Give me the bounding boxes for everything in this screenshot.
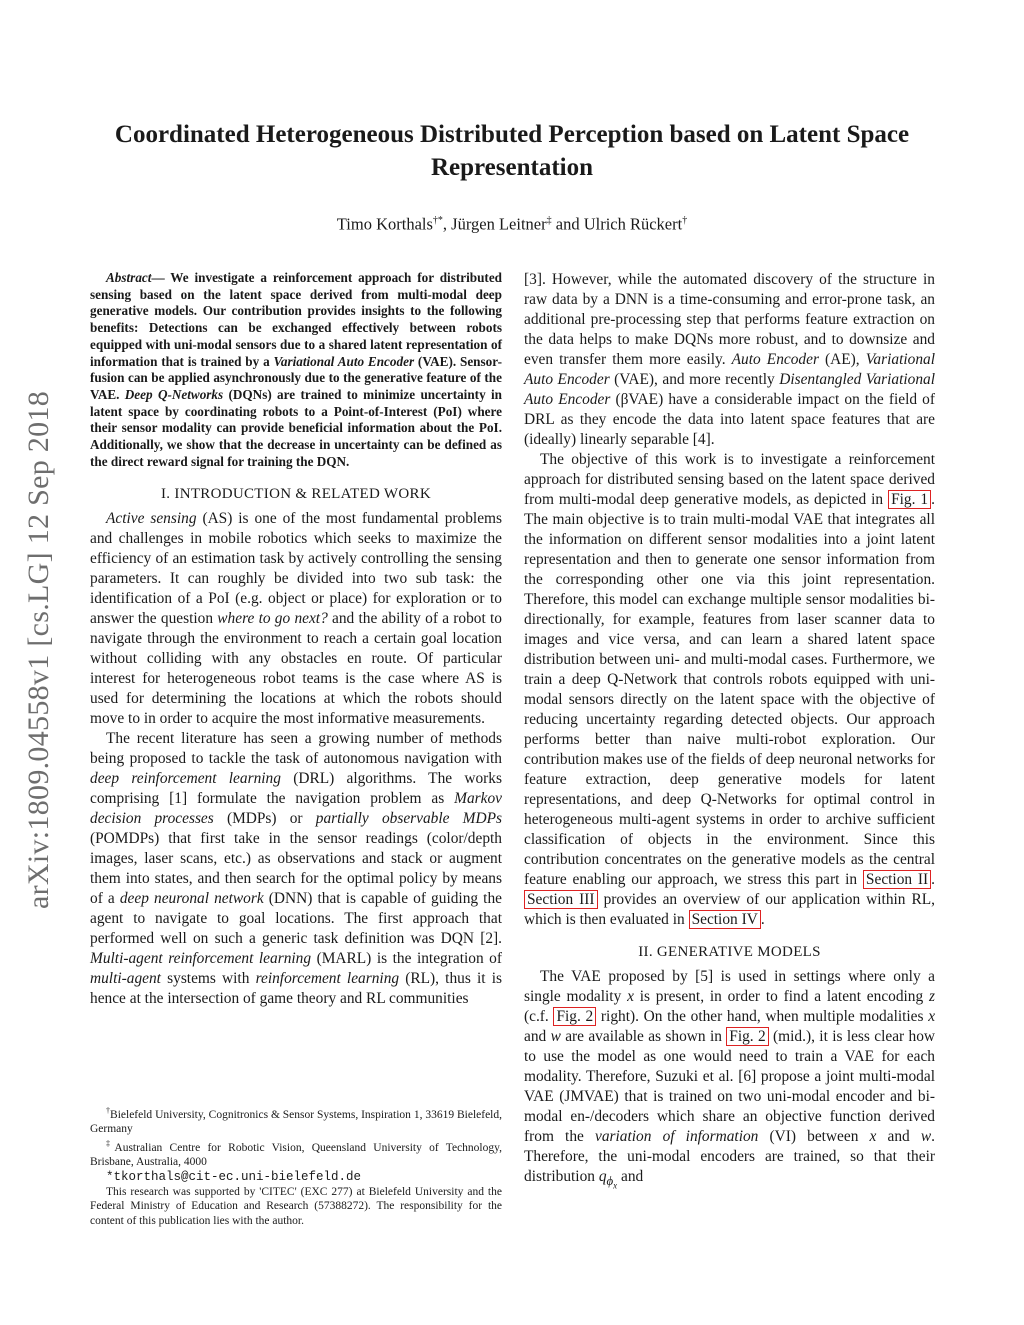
emphasis-text: Multi-agent reinforcement learning	[90, 950, 312, 968]
emphasis-text: Disentangled Variational Auto Encoder	[524, 371, 936, 408]
footnotes	[90, 1104, 502, 1228]
emphasis-text: variation of information	[595, 1128, 759, 1145]
emphasis-text: reinforcement learning	[255, 970, 400, 988]
section-4-link[interactable]: Section IV	[689, 910, 761, 929]
emphasis-text: deep reinforcement learning	[90, 770, 281, 788]
math-variable: x	[627, 988, 634, 1005]
emphasis-text: where to go next?	[217, 610, 328, 628]
paragraph-text: (c.f.	[524, 1008, 554, 1025]
emphasis-text: Variational Auto Encoder	[524, 351, 935, 388]
paragraph-text: and	[876, 1128, 921, 1145]
figure-2-link[interactable]: Fig. 2	[553, 1007, 596, 1026]
body-paragraph	[524, 967, 935, 1196]
paragraph-text: (DRL) algorithms. The works comprising [1] formulate the navigation problem as	[90, 770, 502, 808]
footnote-text: Bielefeld University, Cognitronics & Sensor Systems, Inspiration 1, 33619 Bielefeld, Germany	[90, 1108, 503, 1136]
section-2-link[interactable]: Section II	[863, 870, 931, 889]
emphasis-text: Markov decision processes	[90, 790, 502, 828]
footnote-affiliation	[90, 1137, 502, 1170]
footnote-mark: ‡	[106, 1139, 115, 1149]
paragraph-text: (mid.), it is less clear how to use the model as one would need to train a VAE for each modality. Therefore, Suzuki et al. [6] propose a joint multi-modal VAE (JMVAE) that is trained on two uni-modal encoder and bi-modal en-/decoders which share an objective function derived from the	[524, 1028, 936, 1145]
emphasis-text: Active sensing	[106, 510, 197, 528]
math-variable: q	[598, 1168, 607, 1185]
paragraph-text: The objective of this work is to investigate a reinforcement approach for distributed sensing based on the latent space derived from multi-modal deep generative models, as depicted in	[524, 451, 935, 508]
math-variable: x	[928, 1008, 936, 1025]
emphasis-text: multi-agent	[90, 970, 161, 988]
author-separator: ,	[442, 214, 452, 234]
abstract-text: (VAE). Sensor-fusion can be applied asynchronously due to the generative feature of the VAE.	[90, 353, 503, 402]
body-paragraph	[90, 729, 502, 1009]
abstract-text: (DQNs) are trained to minimize uncertainty in latent space by coordinating robots to a Point-of-Interest (PoI) where their sensor modality can provide beneficial information about the PoI. Additionally, we show that the decrease in uncertainty can be defined as the direct reward signal for training the DQN.	[90, 386, 502, 469]
paragraph-text: right). On the other hand, when multiple modalities	[596, 1008, 929, 1025]
paragraph-text: [3]. However, while the automated discovery of the structure in raw data by a DNN is a time-consuming and error-prone task, an additional pre-processing step that performs feature extraction on the data helps to make DQNs more robust, and to downsize and even transfer them more easily.	[524, 271, 935, 368]
abstract-dash: —	[151, 270, 171, 285]
paragraph-text: . Therefore, the uni-modal encoders are trained, so that their distribution	[524, 1128, 936, 1185]
left-column	[90, 270, 502, 1009]
paragraph-text: (POMDPs) that first take in the sensor readings (color/depth images, laser scans, etc.) as observations and stack or augment them into states, and then search for the optimal policy by means of a	[90, 830, 502, 908]
paragraph-text: and	[524, 1028, 551, 1045]
math-variable: x	[869, 1128, 877, 1145]
author-separator: and	[551, 214, 584, 234]
footnote-mark: †	[106, 1106, 111, 1115]
abstract-emphasis: Variational Auto Encoder	[273, 353, 415, 369]
paragraph-text: are available as shown in	[560, 1028, 727, 1045]
paragraph-text: and	[617, 1168, 644, 1185]
section-heading-introduction: I. INTRODUCTION & RELATED WORK	[161, 486, 431, 503]
paragraph-text: The VAE proposed by [5] is used in settings where only a single modality	[524, 968, 935, 1005]
figure-2-link[interactable]: Fig. 2	[726, 1027, 768, 1046]
emphasis-text: deep neuronal network	[119, 890, 264, 908]
body-paragraph	[90, 509, 502, 729]
abstract-label: Abstract	[106, 270, 152, 285]
section-3-link[interactable]: Section III	[524, 890, 598, 909]
author-name: Timo Korthals	[336, 214, 433, 234]
footnote-affiliation	[90, 1104, 502, 1137]
paragraph-text: is present, in order to find a latent encoding	[633, 988, 929, 1005]
footnote-text: Australian Centre for Robotic Vision, Queensland University of Technology, Brisbane, Australia, 4000	[90, 1141, 502, 1169]
figure-1-link[interactable]: Fig. 1	[888, 490, 931, 509]
paragraph-text: systems with	[160, 970, 256, 988]
paragraph-text: (RL), thus it is hence at the intersection of game theory and RL communities	[90, 970, 502, 1008]
affiliation-mark: †	[682, 215, 688, 226]
paragraph-text: The recent literature has seen a growing number of methods being proposed to tackle the task of autonomous navigation with	[90, 730, 502, 768]
paragraph-text: (AE),	[818, 351, 866, 368]
paragraph-text: (MARL) is the integration of	[311, 950, 502, 968]
section-heading-generative-models: II. GENERATIVE MODELS	[638, 944, 821, 960]
footnote-funding: This research was supported by 'CITEC' (EXC 277) at Bielefeld University and the Federal Ministry of Education and Research (57388272). The responsibility for the content of this publication lies with the author.	[90, 1185, 502, 1227]
paragraph-text: . The main objective is to train multi-modal VAE that integrates all the information on different sensor modalities into a joint latent representation and then to generate one sensor information from the corresponding other one via this joint representation. Therefore, this model can exchange multiple sensor modalities bi-directionally, for example, features from laser scanner data to images and vice versa, and can learn a shared latent space distribution between uni- and multi-modal cases. Furthermore, we train a deep Q-Network that controls robots equipped with uni-modal sensors directly on the latent space with the objective of reducing uncertainty regarding detected objects. Our approach performs better than naive multi-robot exploration. Our contribution makes use of the fields of deep neuronal networks for feature extraction, deep generative models for latent representations, and deep Q-Networks for optimal control in heterogeneous multi-agent systems in order to archive sufficient classification of objects in the environment. Since this contribution concentrates on the generative models as the central feature enabling our approach, we stress this part in	[524, 491, 935, 888]
paragraph-text: (βVAE) have a considerable impact on the field of DRL as they encode the data into latent space features that are (ideally) linearly separable [4].	[524, 391, 935, 448]
paragraph-text: provides an overview of our application within RL, which is then evaluated in	[524, 891, 936, 928]
abstract-text: We investigate a reinforcement approach for distributed sensing based on the latent space derived from multi-modal deep generative models. Our contribution provides insights to the following benefits: Detections can be exchanged effectively between robots equipped with uni-modal sensors due to a shared latent representation of information that is trained by a	[90, 270, 503, 369]
affiliation-mark: ‡	[546, 215, 552, 226]
arxiv-identifier-sidebar	[16, 352, 62, 948]
paper-title: Coordinated Heterogeneous Distributed Perception based on Latent Space Representation	[114, 121, 910, 181]
math-variable: x	[613, 1180, 618, 1191]
abstract-emphasis: Deep Q-Networks	[124, 386, 224, 402]
body-paragraph	[524, 270, 935, 450]
math-subscript	[606, 1174, 618, 1191]
author-name: Jürgen Leitner	[451, 214, 547, 234]
paragraph-text: (VI) between	[758, 1128, 870, 1145]
paragraph-text: (VAE), and more recently	[609, 371, 780, 388]
paragraph-text: and the ability of a robot to navigate through the environment to reach a certain goal location without colliding with any obstacles en route. Of particular interest for heterogeneous robot teams is the case where AS is used for determining the locations at which the robots should move to in order to acquire the most informative measurements.	[90, 610, 502, 728]
abstract	[90, 270, 502, 470]
footnote-email: *tkorthals@cit-ec.uni-bielefeld.de	[106, 1170, 362, 1185]
math-variable: w	[550, 1028, 561, 1045]
body-paragraph	[524, 450, 935, 930]
right-column	[524, 270, 935, 1196]
emphasis-text: Auto Encoder	[731, 351, 819, 368]
math-variable: ϕ	[606, 1174, 614, 1189]
paragraph-text: (MDPs) or	[213, 810, 316, 828]
math-variable: w	[920, 1128, 932, 1145]
affiliation-mark: †*	[432, 215, 443, 226]
arxiv-id-text: arXiv:1809.04558v1 [cs.LG] 12 Sep 2018	[22, 390, 56, 910]
paragraph-text: (DNN) that is capable of guiding the agent to navigate to goal locations. The first approach that performed well on such a generic task definition was DQN [2].	[90, 890, 502, 948]
emphasis-text: partially observable MDPs	[315, 810, 502, 828]
paragraph-text: .	[760, 911, 765, 928]
paragraph-text: (AS) is one of the most fundamental problems and challenges in mobile robotics which seeks to maximize the efficiency of an estimation task by actively controlling the sensing parameters. It can roughly be divided into two sub task: the identification of a PoI (e.g. object or place) for exploration or to answer the question	[90, 510, 502, 628]
math-variable: z	[929, 988, 935, 1005]
author-name: Ulrich Rückert	[583, 214, 683, 234]
paragraph-text: .	[931, 871, 935, 888]
author-line	[90, 210, 934, 236]
